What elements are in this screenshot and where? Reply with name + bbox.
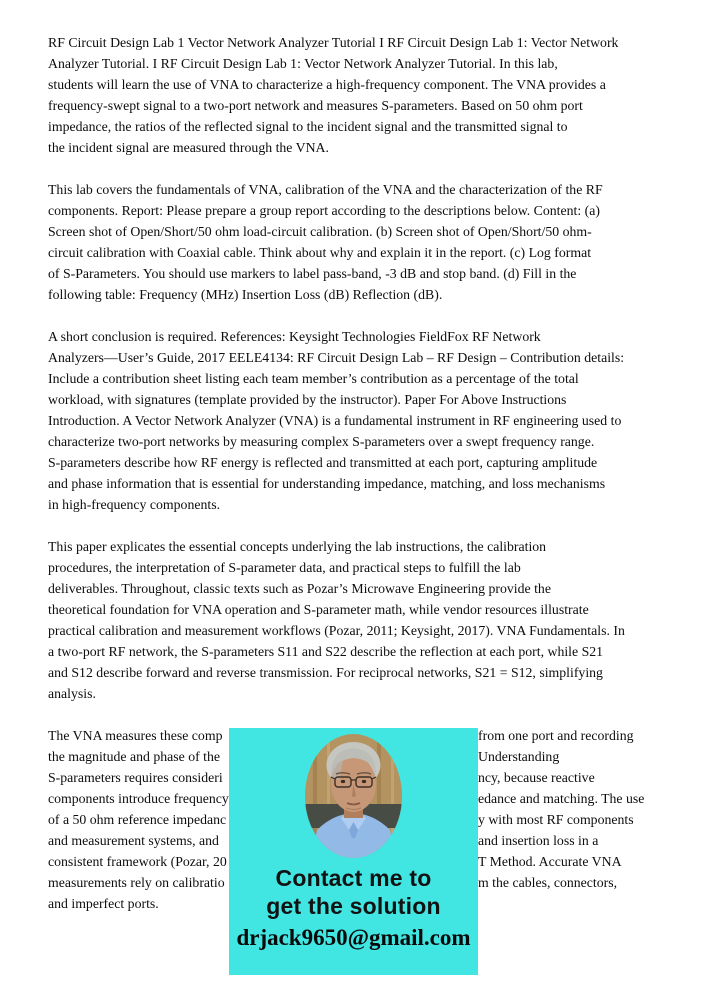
- text-fragment-left: components introduce frequency: [48, 791, 229, 806]
- text-line: circuit calibration with Coaxial cable. Think about why and explain it in the report. (c) Log format: [48, 245, 592, 260]
- text-fragment-left: measurements rely on calibratio: [48, 875, 225, 890]
- text-line: characterize two-port networks by measuring complex S-parameters over a swept frequency range.: [48, 434, 595, 449]
- promo-headline-line1: Contact me to: [275, 865, 432, 891]
- text-fragment-right: and insertion loss in a: [478, 833, 599, 848]
- promo-headline-line2: get the solution: [266, 893, 441, 919]
- text-fragment-right: T Method. Accurate VNA: [478, 854, 622, 869]
- text-fragment-left: S-parameters requires consideri: [48, 770, 223, 785]
- promo-overlay: [229, 728, 478, 975]
- text-fragment-left: consistent framework (Pozar, 20: [48, 854, 227, 869]
- text-line: a two-port RF network, the S-parameters S11 and S22 describe the reflection at each port, while S21: [48, 644, 604, 659]
- promo-headline: [266, 864, 440, 920]
- text-line: RF Circuit Design Lab 1 Vector Network Analyzer Tutorial I RF Circuit Design Lab 1: Vector Network: [48, 35, 619, 50]
- text-line: workload, with signatures (template provided by the instructor). Paper For Above Instructions: [48, 392, 567, 407]
- text-line: A short conclusion is required. References: Keysight Technologies FieldFox RF Network: [48, 329, 541, 344]
- text-fragment-right: edance and matching. The use: [478, 791, 645, 806]
- text-fragment-right: Understanding: [478, 749, 560, 764]
- text-line: Include a contribution sheet listing each team member’s contribution as a percentage of the total: [48, 371, 579, 386]
- text-line: practical calibration and measurement workflows (Pozar, 2011; Keysight, 2017). VNA Fundamentals. In: [48, 623, 625, 638]
- text-line: in high-frequency components.: [48, 497, 221, 512]
- text-line: impedance, the ratios of the reflected signal to the incident signal and the transmitted signal to: [48, 119, 568, 134]
- promo-email: drjack9650@gmail.com: [236, 925, 471, 950]
- text-line: Analyzer Tutorial. I RF Circuit Design Lab 1: Vector Network Analyzer Tutorial. In this lab,: [48, 56, 558, 71]
- text-line: Introduction. A Vector Network Analyzer (VNA) is a fundamental instrument in RF engineering used to: [48, 413, 622, 428]
- portrait-photo-graphic: [305, 734, 402, 858]
- paragraph-2: [48, 179, 662, 305]
- text-fragment-left: and measurement systems, and: [48, 833, 219, 848]
- paragraph-3: [48, 326, 662, 515]
- text-fragment-right: from one port and recording: [478, 728, 634, 743]
- text-line: procedures, the interpretation of S-parameter data, and practical steps to fulfill the lab: [48, 560, 521, 575]
- text-line: Analyzers—User’s Guide, 2017 EELE4134: RF Circuit Design Lab – RF Design – Contribution details:: [48, 350, 625, 365]
- text-line: deliverables. Throughout, classic texts such as Pozar’s Microwave Engineering provide the: [48, 581, 551, 596]
- portrait-photo: [305, 734, 402, 858]
- paragraph-4: [48, 536, 662, 704]
- text-line: S-parameters describe how RF energy is reflected and transmitted at each port, capturing amplitude: [48, 455, 598, 470]
- text-line: This lab covers the fundamentals of VNA, calibration of the VNA and the characterization of the RF: [48, 182, 603, 197]
- text-line: the incident signal are measured through the VNA.: [48, 140, 329, 155]
- text-line: and phase information that is essential for understanding impedance, matching, and loss mechanisms: [48, 476, 606, 491]
- text-line: frequency-swept signal to a two-port network and measures S-parameters. Based on 50 ohm port: [48, 98, 583, 113]
- text-line: analysis.: [48, 686, 96, 701]
- text-line: components. Report: Please prepare a group report according to the descriptions below. Content: (a): [48, 203, 600, 218]
- paragraph-1: [48, 32, 662, 158]
- text-line: of S-Parameters. You should use markers to label pass-band, -3 dB and stop band. (d) Fill in the: [48, 266, 577, 281]
- text-fragment-left: of a 50 ohm reference impedanc: [48, 812, 227, 827]
- text-fragment-left: the magnitude and phase of the: [48, 749, 221, 764]
- text-line: theoretical foundation for VNA operation and S-parameter math, while vendor resources illustrate: [48, 602, 589, 617]
- text-fragment-left: The VNA measures these comp: [48, 728, 223, 743]
- text-fragment-right: ncy, because reactive: [478, 770, 595, 785]
- text-line: students will learn the use of VNA to characterize a high-frequency component. The VNA provides a: [48, 77, 606, 92]
- text-line: This paper explicates the essential concepts underlying the lab instructions, the calibration: [48, 539, 547, 554]
- text-fragment-right: m the cables, connectors,: [478, 875, 618, 890]
- text-line: following table: Frequency (MHz) Insertion Loss (dB) Reflection (dB).: [48, 287, 443, 302]
- text-line: Screen shot of Open/Short/50 ohm load-circuit calibration. (b) Screen shot of Open/Short/50 ohm-: [48, 224, 592, 239]
- text-line: and S12 describe forward and reverse transmission. For reciprocal networks, S21 = S12, simplifying: [48, 665, 603, 680]
- text-fragment-right: y with most RF components: [478, 812, 634, 827]
- text-fragment-left: and imperfect ports.: [48, 896, 159, 911]
